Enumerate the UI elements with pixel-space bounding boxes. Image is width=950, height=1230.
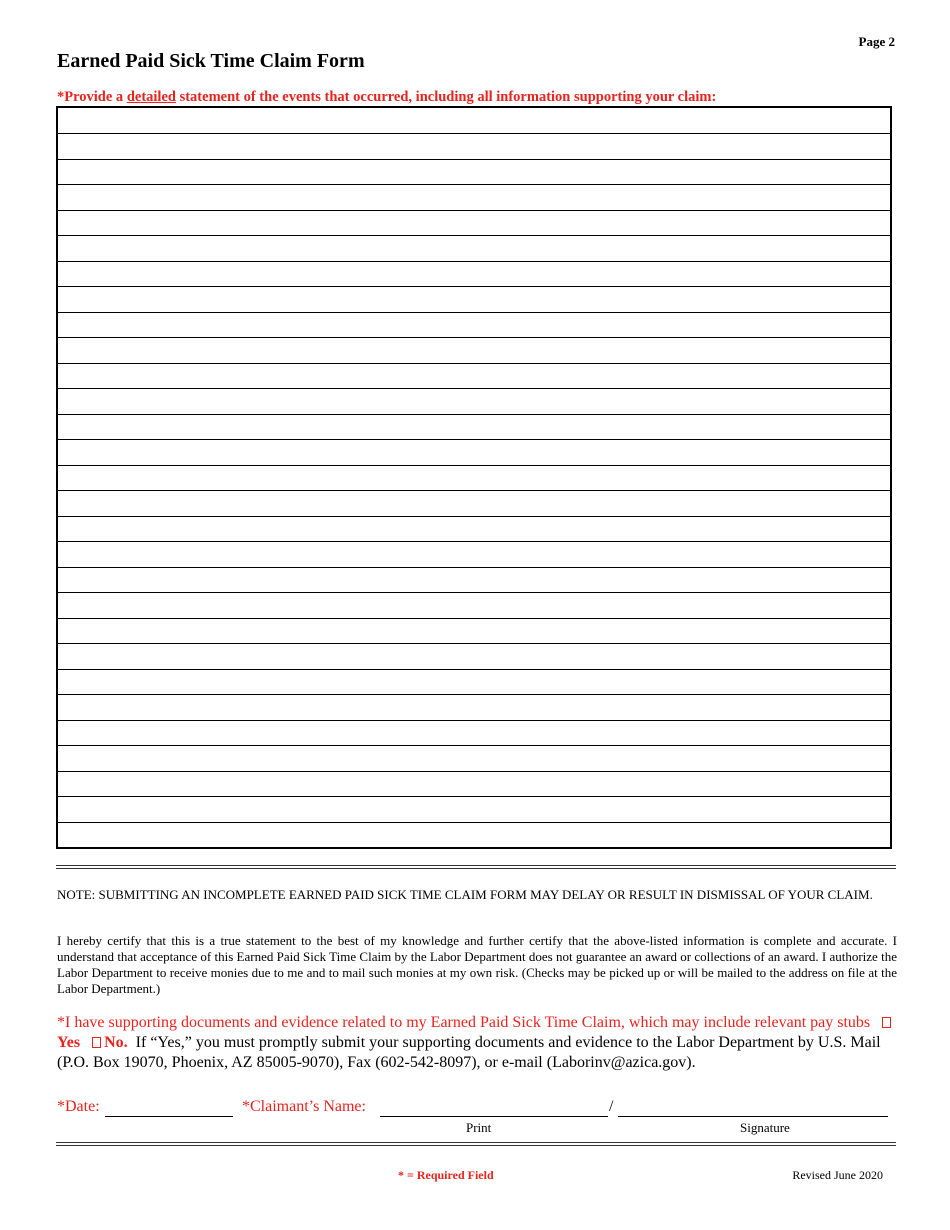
- statement-text-area[interactable]: [56, 106, 892, 849]
- yes-label: Yes: [57, 1034, 81, 1051]
- statement-line: [58, 337, 890, 338]
- form-title: Earned Paid Sick Time Claim Form: [57, 50, 365, 72]
- statement-line: [58, 694, 890, 695]
- statement-line: [58, 643, 890, 644]
- statement-line: [58, 567, 890, 568]
- instruction-emphasis: detailed: [126, 89, 176, 105]
- incomplete-form-note: NOTE: SUBMITTING AN INCOMPLETE EARNED PAID SICK TIME CLAIM FORM MAY DELAY OR RESULT IN DISMISSAL OF YOUR CLAIM.: [57, 887, 873, 902]
- statement-line: [58, 541, 890, 542]
- print-caption: Print: [466, 1120, 492, 1135]
- statement-line: [58, 388, 890, 389]
- instruction-prefix: *Provide a: [57, 89, 127, 105]
- statement-line: [58, 720, 890, 721]
- page-number: Page 2: [858, 34, 895, 49]
- statement-line: [58, 771, 890, 772]
- statement-line: [58, 439, 890, 440]
- date-field[interactable]: [105, 1116, 233, 1117]
- statement-line: [58, 133, 890, 134]
- statement-line: [58, 184, 890, 185]
- supporting-docs-statement: *I have supporting documents and evidence related to my Earned Paid Sick Time Claim, which may include relevant pay stubs: [57, 1014, 871, 1031]
- statement-line: [58, 363, 890, 364]
- instruction-suffix: statement of the events that occurred, including all information supporting your claim:: [175, 89, 717, 105]
- statement-line: [58, 618, 890, 619]
- statement-line: [58, 159, 890, 160]
- section-divider: [56, 865, 896, 869]
- statement-line: [58, 796, 890, 797]
- supporting-documents-question: [57, 1013, 897, 1073]
- date-label: *Date:: [57, 1098, 100, 1115]
- statement-line: [58, 745, 890, 746]
- claimant-name-label: *Claimant’s Name:: [242, 1098, 366, 1115]
- statement-line: [58, 822, 890, 823]
- signature-caption: Signature: [740, 1120, 790, 1135]
- no-checkbox[interactable]: [92, 1037, 101, 1048]
- required-field-legend: * = Required Field: [398, 1168, 494, 1182]
- statement-line: [58, 235, 890, 236]
- statement-line: [58, 592, 890, 593]
- claimant-print-name-field[interactable]: [380, 1116, 608, 1117]
- certification-statement: I hereby certify that this is a true statement to the best of my knowledge and further certify that the above-listed information is complete and accurate. I understand that acceptance of this Earned Paid Sick Time Claim by the Labor Department does not guarantee an award or collections of an award. I authorize the Labor Department to receive monies due to me and to mail such monies at my own risk. (Checks may be picked up or will be mailed to the address on file at the Labor Department.): [57, 933, 897, 996]
- statement-line: [58, 465, 890, 466]
- statement-line: [58, 490, 890, 491]
- statement-line: [58, 669, 890, 670]
- claimant-signature-field[interactable]: [618, 1116, 888, 1117]
- statement-line: [58, 414, 890, 415]
- no-label: No.: [104, 1034, 128, 1051]
- statement-line: [58, 516, 890, 517]
- statement-line: [58, 286, 890, 287]
- yes-checkbox[interactable]: [882, 1017, 891, 1028]
- submission-instructions: If “Yes,” you must promptly submit your supporting documents and evidence to the Labor Department by U.S. Mail (P.O. Box 19070, Phoenix, AZ 85005-9070), Fax (602-542-8097), or e-mail (Laborinv@azica.gov).: [57, 1034, 881, 1071]
- signature-block: [57, 1098, 897, 1135]
- revision-date: Revised June 2020: [792, 1168, 883, 1182]
- footer-divider: [56, 1142, 896, 1146]
- statement-line: [58, 210, 890, 211]
- statement-instruction: [57, 89, 716, 106]
- statement-line: [58, 312, 890, 313]
- name-separator: /: [609, 1098, 614, 1115]
- statement-line: [58, 261, 890, 262]
